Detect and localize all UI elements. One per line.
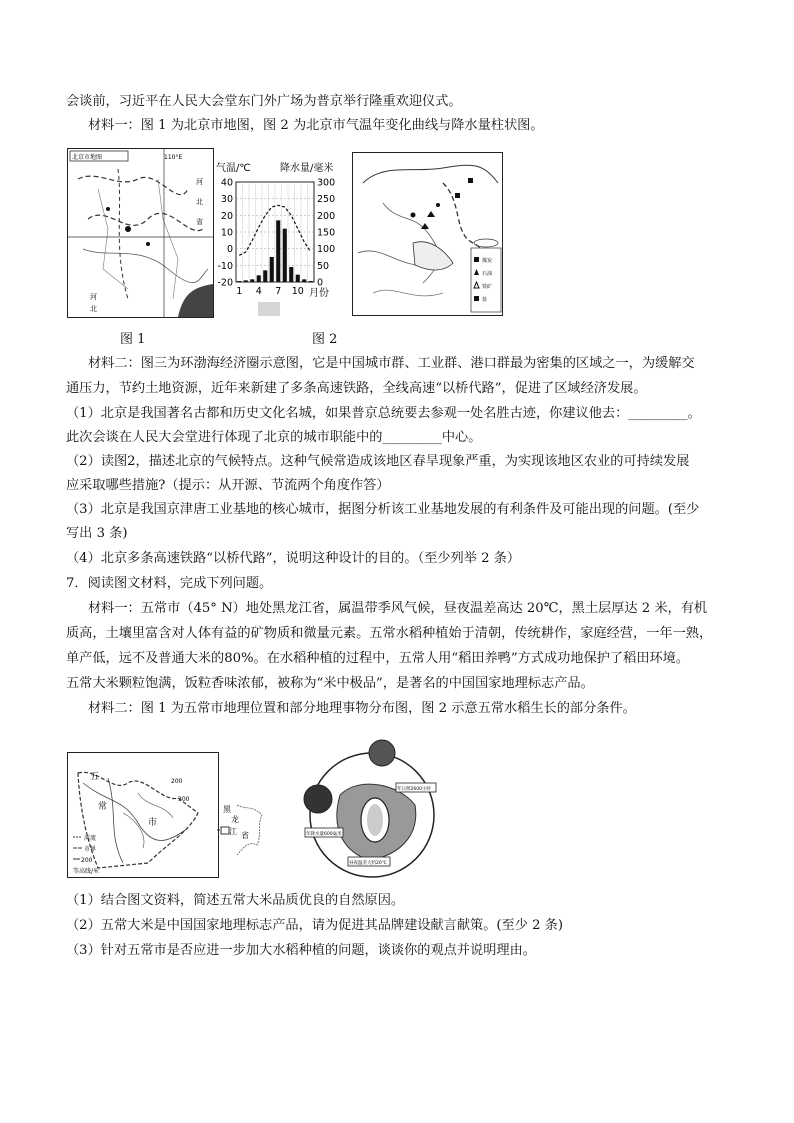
temperature-tick-label: 0 <box>226 244 233 256</box>
text-line: （3）北京是我国京津唐工业基地的核心城市，据图分析该工业基地发展的有利条件及可能出现的问题。(至少 <box>66 502 700 517</box>
temperature-axis-title: 气温/℃ <box>216 163 251 174</box>
precipitation-tick-label: 50 <box>317 260 330 272</box>
svg-text:石油: 石油 <box>482 271 493 277</box>
rice-growth-conditions-figure <box>300 735 440 880</box>
svg-text:北: 北 <box>196 198 203 206</box>
precipitation-tick-label: 150 <box>317 227 336 239</box>
temperature-tick-label: 20 <box>220 210 233 222</box>
svg-text:年降水量600毫米: 年降水量600毫米 <box>306 832 342 837</box>
text-line: 材料一：图 1 为北京市地图，图 2 为北京市气温年变化曲线与降水量柱状图。 <box>88 118 544 133</box>
heilongjiang-inset <box>217 800 277 860</box>
text-line: 单产低，远不及普通大米的80%。在水稻种植的过程中，五常人用“稻田养鸭”方式成功地保护了稻田环境。 <box>66 651 690 666</box>
svg-text:110°E: 110°E <box>164 154 183 161</box>
precipitation-bar <box>309 281 313 282</box>
svg-text:煤炭: 煤炭 <box>482 258 493 264</box>
text-line: 质高，土壤里富含对人体有益的矿物质和微量元素。五常水稻种植始于清朝，传统耕作，家庭经营，一年一熟， <box>66 626 713 641</box>
text-line: （1）北京是我国著名古都和历史文化名城，如果普京总统要去参观一处名胜古迹，你建议他去：_________。 <box>66 406 701 421</box>
svg-text:市: 市 <box>148 818 158 828</box>
precipitation-tick-label: 300 <box>317 177 336 189</box>
svg-text:河: 河 <box>196 178 203 186</box>
bohai-map-figure <box>352 152 503 316</box>
temperature-tick-label: -10 <box>217 260 233 272</box>
svg-text:年日照2600小时: 年日照2600小时 <box>397 787 431 792</box>
svg-text:北: 北 <box>90 305 97 313</box>
text-line: 材料二：图 1 为五常市地理位置和部分地理事物分布图，图 2 示意五常水稻生长的部分条件。 <box>88 701 636 716</box>
svg-text:省: 省 <box>241 831 249 840</box>
text-line: 写出 3 条) <box>66 526 128 541</box>
text-line: （2）五常大米是中国国家地理标志产品，请为促进其品牌建设献言献策。(至少 2 条) <box>66 918 564 933</box>
temperature-tick-label: 30 <box>220 194 233 206</box>
svg-text:等高线/米: 等高线/米 <box>73 868 100 875</box>
precipitation-bar <box>250 279 254 282</box>
precipitation-tick-label: 250 <box>317 194 336 206</box>
text-line: 会谈前，习近平在人民大会堂东门外广场为普京举行隆重欢迎仪式。 <box>66 94 462 109</box>
text-line: 材料一：五常市（45° N）地处黑龙江省，属温带季风气候，昼夜温差高达 20℃，黑土层厚达 2 米，有机 <box>88 601 708 616</box>
wuchang-location-map <box>67 752 219 878</box>
svg-text:300: 300 <box>178 796 190 803</box>
precipitation-bar <box>302 279 306 282</box>
svg-text:常: 常 <box>98 802 108 812</box>
svg-text:200: 200 <box>81 857 93 864</box>
precipitation-bar <box>276 220 280 282</box>
precipitation-bar <box>296 275 300 282</box>
precipitation-bar <box>270 257 274 282</box>
text-line: （4）北京多条高速铁路“以桥代路”，说明这种设计的目的。（至少列举 2 条） <box>66 551 521 566</box>
text-line: （1）结合图文资料，简述五常大米品质优良的自然原因。 <box>66 893 405 908</box>
month-tick-label: 10 <box>291 286 304 297</box>
precipitation-tick-label: 0 <box>317 277 324 289</box>
map-title: 北京市地图 <box>72 154 103 161</box>
svg-text:铁矿: 铁矿 <box>482 284 493 290</box>
precipitation-axis-title: 降水量/毫米 <box>280 163 334 174</box>
figure-1-caption: 图 1 <box>120 332 146 347</box>
svg-text:江: 江 <box>229 827 237 836</box>
temperature-tick-label: -20 <box>217 277 233 289</box>
month-tick-label: 1 <box>236 286 243 297</box>
temperature-tick-label: 40 <box>220 177 233 189</box>
climate-chart <box>214 160 342 320</box>
text-line: 通压力，节约土地资源，近年来新建了多条高速铁路，全线高速“以桥代路”，促进了区域经济发展。 <box>66 381 647 396</box>
svg-text:200: 200 <box>171 778 183 785</box>
precipitation-tick-label: 100 <box>317 244 336 256</box>
temperature-tick-label: 10 <box>220 227 233 239</box>
text-line: （2）读图2，描述北京的气候特点。这种气候常造成该地区春旱现象严重，为实现该地区农业的可持续发展 <box>66 454 690 469</box>
precipitation-bar <box>283 229 287 282</box>
text-line: （3）针对五常市是否应进一步加大水稻种植的问题，谈谈你的观点并说明理由。 <box>66 943 536 958</box>
svg-text:省: 省 <box>196 218 203 226</box>
precipitation-bar <box>263 270 267 282</box>
precipitation-bar <box>289 267 293 282</box>
text-line: 此次会谈在人民大会堂进行体现了北京的城市职能中的_________中心。 <box>66 430 482 445</box>
precipitation-bar <box>257 275 261 282</box>
text-line: 应采取哪些措施?（提示：从开源、节流两个角度作答） <box>66 478 390 493</box>
month-axis-label: 月份 <box>309 288 329 299</box>
month-tick-label: 7 <box>275 286 282 297</box>
month-tick-label: 4 <box>255 286 262 297</box>
svg-text:黑: 黑 <box>223 805 231 814</box>
question-number: 7．阅读图文材料，完成下列问题。 <box>66 576 273 591</box>
beijing-map-figure <box>67 148 214 318</box>
precipitation-tick-label: 200 <box>317 210 336 222</box>
precipitation-bar <box>244 280 248 282</box>
svg-text:盐: 盐 <box>482 297 488 303</box>
text-line: 五常大米颗粒饱满，饭粒香味浓郁，被称为“米中极品”，是著名的中国国家地理标志产品。 <box>66 676 594 691</box>
svg-text:市界: 市界 <box>84 846 97 853</box>
precipitation-bar <box>237 281 241 282</box>
svg-text:昼夜温差大约20℃: 昼夜温差大约20℃ <box>349 861 387 866</box>
figure-2-caption: 图 2 <box>312 332 338 347</box>
svg-text:五: 五 <box>90 772 100 782</box>
svg-text:河流: 河流 <box>84 835 97 842</box>
svg-text:河: 河 <box>90 293 97 301</box>
svg-text:龙: 龙 <box>231 815 239 824</box>
text-line: 材料二：图三为环渤海经济圈示意图，它是中国城市群、工业群、港口群最为密集的区域之一，为缓解交 <box>88 356 695 371</box>
